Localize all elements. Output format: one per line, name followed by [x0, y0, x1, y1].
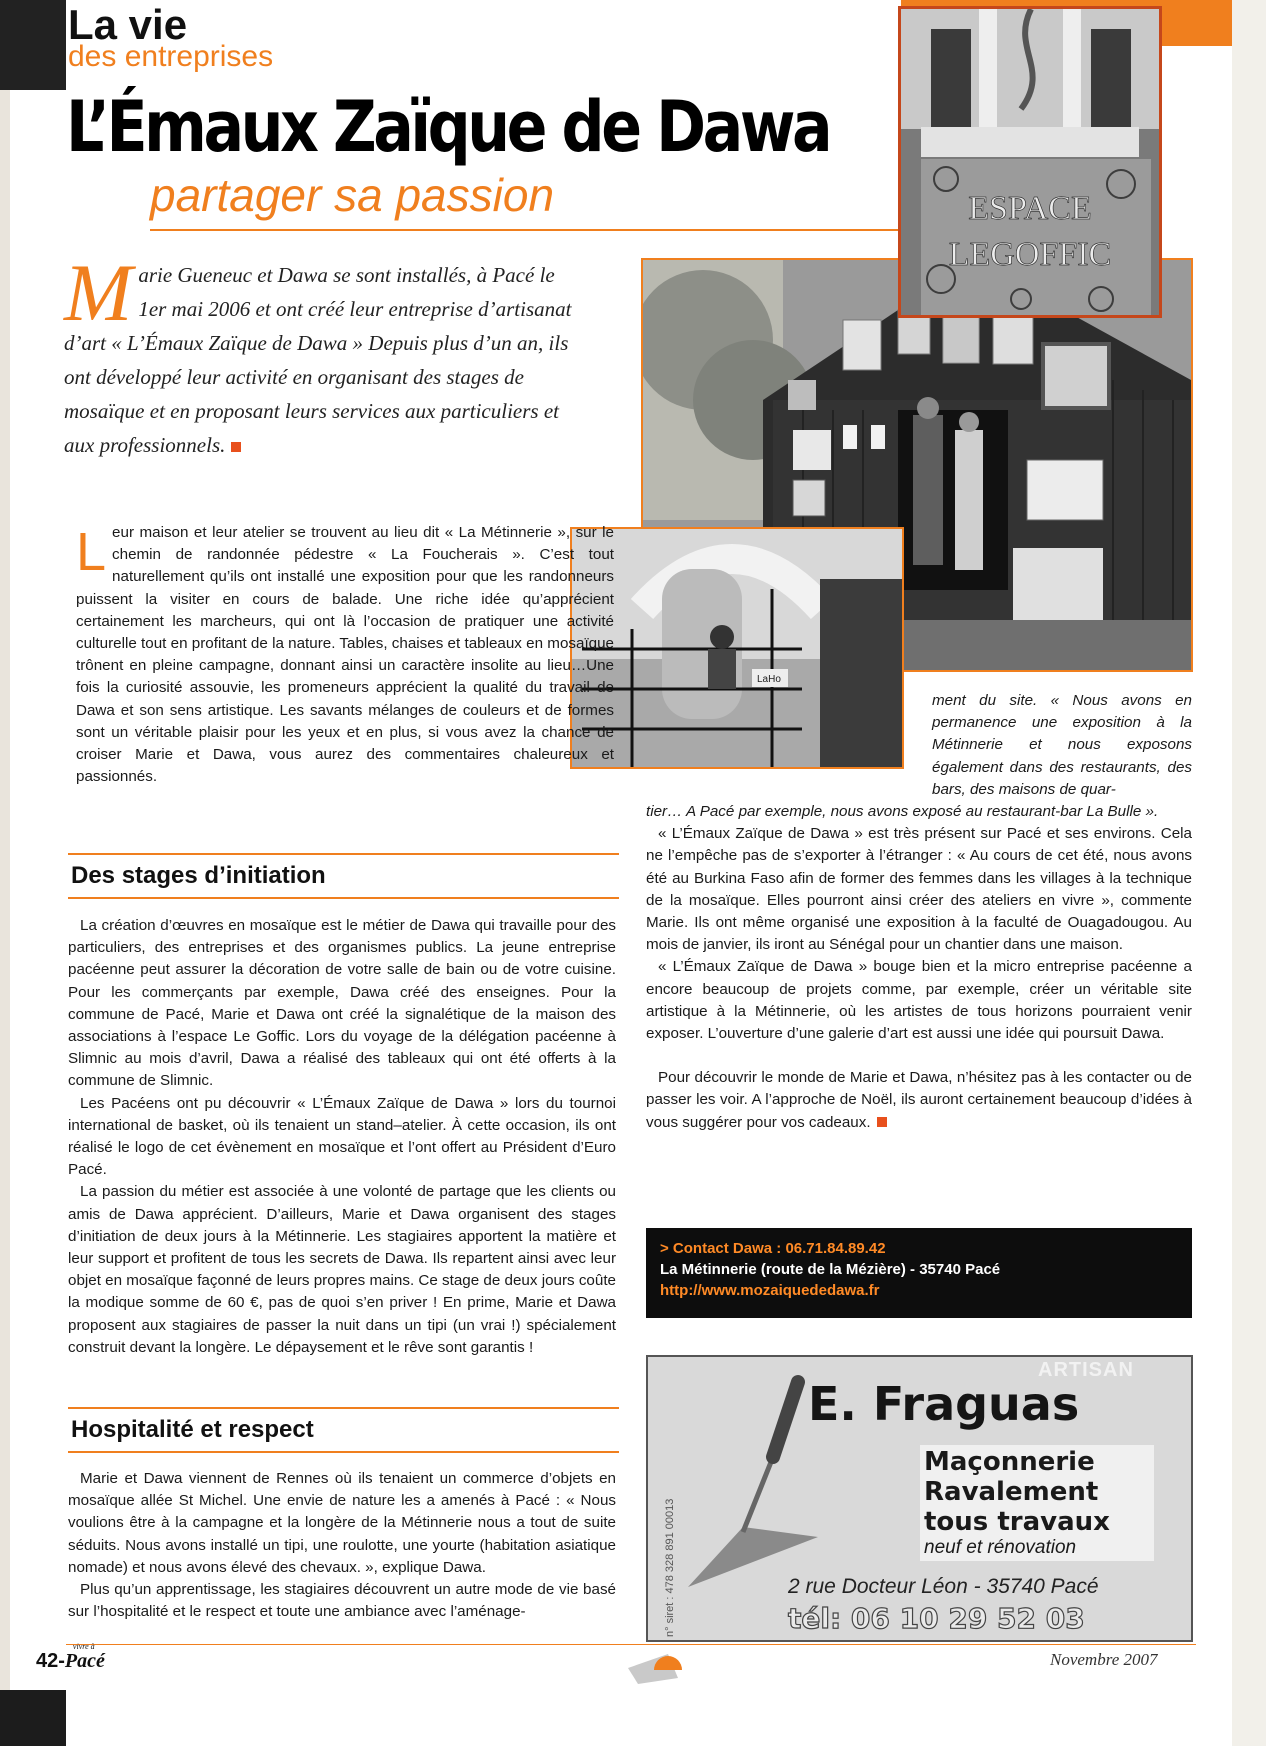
col2-paragraph-0b: tier… A Pacé par exemple, nous avons exposé au restaurant-bar La Bulle ».: [646, 803, 1159, 820]
contact-phone: > Contact Dawa : 06.71.84.89.42: [660, 1240, 886, 1257]
subtitle-rule: [150, 229, 900, 231]
col2-continuation: [932, 690, 1192, 801]
ad-service-4: neuf et rénovation: [924, 1537, 1077, 1558]
footer-ornament-icon: [628, 1648, 698, 1684]
sign-line1: ESPACE: [968, 190, 1092, 227]
col1-paragraph-1: [76, 522, 614, 788]
contact-website-link[interactable]: http://www.mozaiquededawa.fr: [660, 1282, 880, 1299]
end-mark-icon: [231, 442, 241, 452]
ad-service-1: Maçonnerie: [924, 1447, 1095, 1477]
ad-phone: tél: 06 10 29 52 03: [788, 1602, 1085, 1635]
contact-box: [646, 1228, 1192, 1318]
ad-services: [920, 1445, 1154, 1561]
stages-paragraph-2: Les Pacéens ont pu découvrir « L’Émaux Zaïque de Dawa » lors du tournoi international de basket, où ils tenaient un stand–atelier. À cette occasion, ils ont réalisé le logo de cet évènement en mosaïque et l’ont offert au Président d’Euro Pacé.: [68, 1094, 616, 1179]
sign-line2: LEGOFFIC: [948, 236, 1112, 273]
footer-date: Novembre 2007: [1050, 1650, 1158, 1669]
col2-paragraph-3: Pour découvrir le monde de Marie et Dawa, n’hésitez pas à les contacter ou de passer les voir. A l’approche de Noël, ils auront certainement beaucoup d’idées à vous suggérer pour vos cadeaux.: [646, 1069, 1192, 1131]
rubric-line1: La vie: [68, 1, 188, 48]
contact-address: La Métinnerie (route de la Mézière) - 35740 Pacé: [660, 1261, 1001, 1278]
hospitalite-paragraph-2: Plus qu’un apprentissage, les stagiaires découvrent un autre mode de vie basé sur l’hospitalité et le respect et toute une ambiance avec l’aménage-: [68, 1581, 616, 1621]
section-heading-hospitalite: Hospitalité et respect: [68, 1407, 619, 1453]
article-lead: [64, 247, 572, 462]
lead-dropcap: M: [64, 247, 133, 338]
stages-paragraph-3: La passion du métier est associée à une volonté de partage que les clients ou amis de Dawa apprécient. D’ailleurs, Marie et Dawa organisent des stages d’initiation de deux jours à la Métinnerie. Les stagiaires apportent la matière et leur support et profitent de tous les secrets de Dawa. Ils repartent ainsi avec leur objet en mosaïque façonné de leurs propres mains. Ce stage de deux jours coûte la modique somme de 60 €, pas de quoi s’en priver ! En prime, Marie et Dawa proposent aux stagiaires de passer la nuit dans un tipi (un vrai !) spécialement construit devant la longère. Le dépaysement et le rêve sont garantis !: [68, 1183, 616, 1356]
section-heading-stages: Des stages d’initiation: [68, 853, 619, 899]
page-number: 42: [36, 1650, 59, 1672]
body-dropcap: L: [76, 522, 107, 582]
ad-fraguas: [646, 1355, 1193, 1642]
end-mark-icon: [877, 1117, 887, 1127]
article-title: L’Émaux Zaïque de Dawa: [66, 86, 830, 168]
col1-section-hospitalite: [68, 1468, 616, 1623]
ad-service-3: tous travaux: [924, 1507, 1110, 1537]
footer-dark-block: [0, 1690, 66, 1746]
rubric-line2: des entreprises: [68, 40, 274, 73]
ad-siret-wrap: [664, 1467, 684, 1637]
col2-paragraph-2: « L’Émaux Zaïque de Dawa » bouge bien et la micro entreprise pacéenne a encore beaucoup de projets comme, par exemple, créer un véritable site artistique à la Métinnerie, où les artistes de tous horizons pourraient venir exposer. L’ouverture d’une galerie d’art est aussi une idée qui poursuit Dawa.: [646, 958, 1192, 1043]
footer-rule: [66, 1644, 1196, 1645]
page-margin-strip: [0, 90, 10, 1690]
col2-body: [646, 801, 1192, 1134]
page-edge: [1232, 0, 1266, 1746]
lead-text: arie Gueneuc et Dawa se sont installés, à Pacé le 1er mai 2006 et ont créé leur entreprise d’artisanat d’art « L’Émaux Zaïque de Dawa » Depuis plus d’un an, ils ont développé leur activité en organisant des stages de mosaïque et en proposant leurs services aux particuliers et aux professionnels.: [64, 263, 572, 457]
scaffold-label: LaHo: [757, 674, 781, 685]
ad-service-2: Ravalement: [924, 1477, 1099, 1507]
photo-espace-legoffic: [898, 6, 1162, 318]
magazine-logo-name: Pacé: [64, 1650, 105, 1672]
article-subtitle: partager sa passion: [150, 169, 555, 221]
ad-tag: ARTISAN: [1038, 1359, 1134, 1381]
ad-address: 2 rue Docteur Léon - 35740 Pacé: [788, 1575, 1099, 1598]
stages-paragraph-1: La création d’œuvres en mosaïque est le métier de Dawa qui travaille pour des particuliers, des entreprises et des organismes publics. La jeune entreprise pacéenne peut assurer la décoration de votre salle de bain ou de votre cuisine. Pour les commerçants par exemple, Dawa créé des enseignes. Pour la commune de Pacé, Marie et Dawa ont créé la signalétique de la maison des associations à l’espace Le Goffic. Lors du voyage de la délégation pacéenne à Slimnic au mois d’avril, Dawa a réalisé des tableaux qui ont été offerts à la commune de Slimnic.: [68, 917, 616, 1090]
ad-siret: n° siret : 478 328 891 00013: [664, 1498, 676, 1637]
hospitalite-paragraph-1: Marie et Dawa viennent de Rennes où ils tenaient un commerce d’objets en mosaïque allée St Michel. Une envie de nature les a amenés à Pacé : « Nous voulions être à la campagne et la longère de la Métinnerie nous a tout de suite séduits. Nous avons installé un tipi, une roulotte, une yourte (habitation asiatique nomade) et nous avons élevé des chevaux. », explique Dawa.: [68, 1470, 616, 1576]
magazine-logo-top: vivre à: [72, 1642, 95, 1651]
photo-scaffold-mosaic: [570, 527, 904, 769]
header-dark-block: [0, 0, 66, 90]
col2-paragraph-1: « L’Émaux Zaïque de Dawa » est très présent sur Pacé et ses environs. Cela ne l’empêche pas de s’exporter à l’étranger : « Au cours de cet été, nous avons été au Burkina Faso afin de former des femmes dans les villages à la technique de la mosaïque. Elles pourront ainsi créer des ateliers en vivre », commente Marie. Ils ont même organisé une exposition à la faculté de Ouagadougou. Au mois de janvier, ils iront au Sénégal pour un chantier dans une maison.: [646, 825, 1192, 954]
footer-page-number: 42- vivre à Pacé: [36, 1642, 105, 1672]
col1-section-stages: [68, 915, 616, 1359]
body-text-intro: eur maison et leur atelier se trouvent au lieu dit « La Métinnerie », sur le chemin de randonnée pédestre « La Foucherais ». C’est tout naturellement qu’ils ont installé une exposition pour que les randonneurs puissent la visiter en cours de balade. Une riche idée qu’apprécient certainement les marcheurs, qui ont là l’occasion de pratiquer une activité culturelle tout en profitant de la nature. Tables, chaises et tableaux en mosaïque trônent en pleine campagne, donnant ainsi un caractère insolite au lieu…Une fois la curiosité assouvie, les promeneurs apprécient la qualité du travail de Dawa et son sens artistique. Les savants mélanges de couleurs et de formes sont un véritable plaisir pour les yeux et en plus, si vous avez la chance de croiser Marie et Dawa, vous aurez des commentaires chaleureux et passionnés.: [76, 524, 614, 786]
col2-paragraph-0a: ment du site. « Nous avons en permanence une exposition à la Métinnerie et nous exposons également dans des restaurants, des bars, des maisons de quar-: [932, 692, 1192, 798]
ad-name: E. Fraguas: [808, 1377, 1080, 1431]
